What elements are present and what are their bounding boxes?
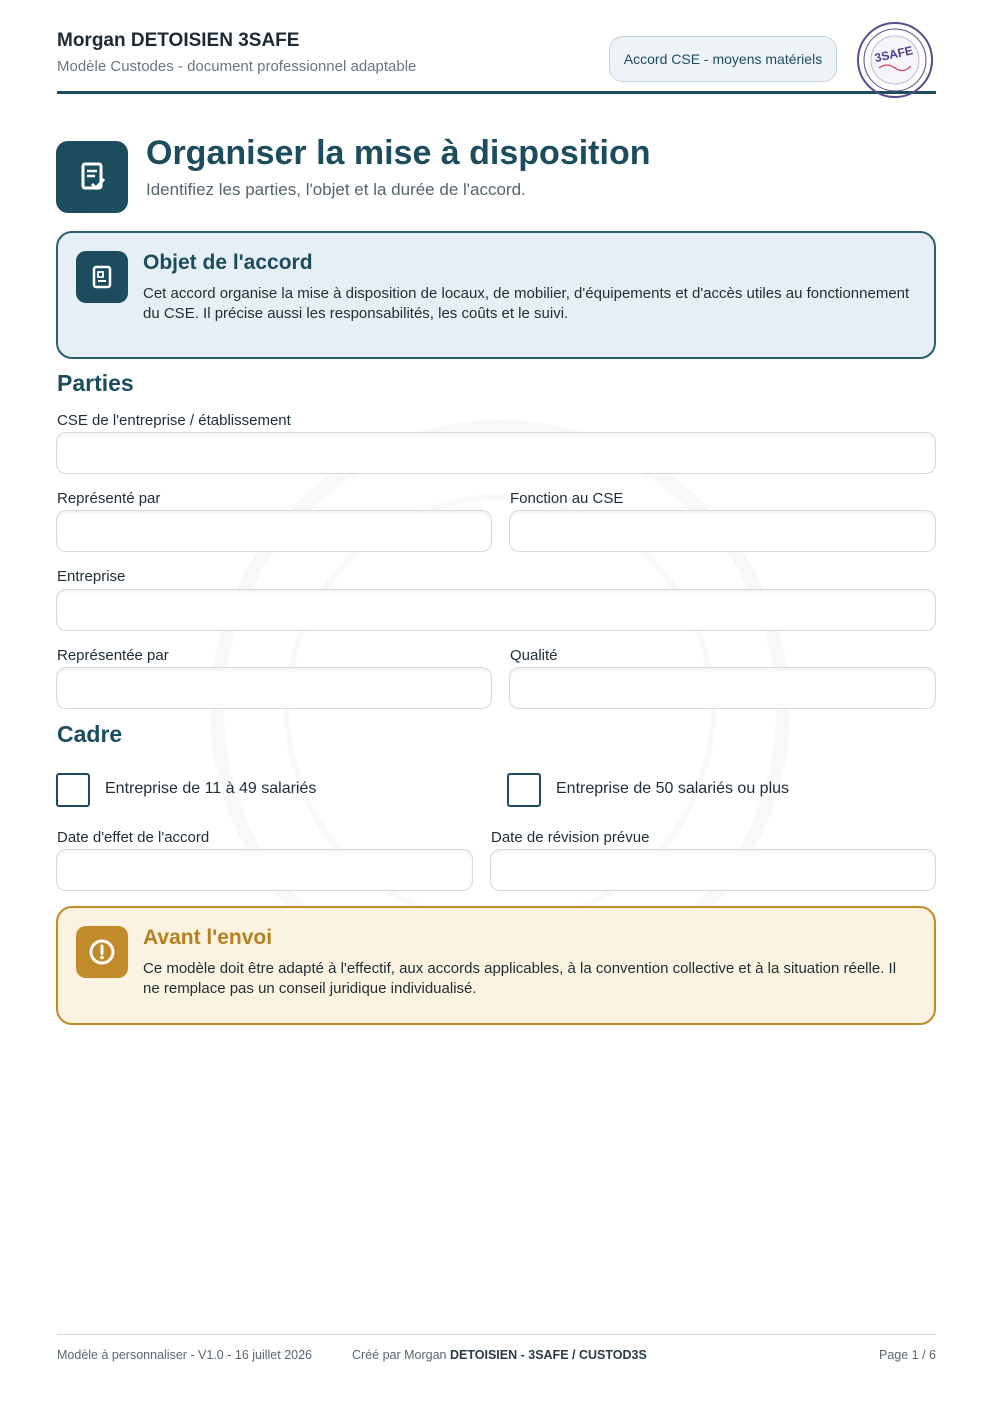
represented-by-input[interactable] <box>56 510 492 552</box>
company-seal-logo <box>853 20 937 100</box>
info-card-objet <box>56 231 936 359</box>
represented-by-label: Représenté par <box>57 490 161 507</box>
page-subtitle: Identifiez les parties, l'objet et la durée de l'accord. <box>146 180 526 199</box>
checkbox-large-company[interactable] <box>507 773 541 807</box>
section-title-cadre: Cadre <box>57 721 123 747</box>
company-rep-input[interactable] <box>56 667 492 709</box>
checkbox-small-company-label: Entreprise de 11 à 49 salariés <box>105 780 317 797</box>
footer-version: Modèle à personnaliser - V1.0 - 16 juillet 2026 <box>57 1348 313 1362</box>
section-title-parties: Parties <box>57 370 134 396</box>
cse-function-label: Fonction au CSE <box>510 490 624 507</box>
document-icon <box>76 251 128 303</box>
company-label: Entreprise <box>57 568 126 585</box>
footer-author-name: DETOISIEN - 3SAFE / CUSTOD3S <box>449 1348 647 1362</box>
warning-card-title: Avant l'envoi <box>143 926 273 949</box>
document-check-icon <box>56 141 128 213</box>
footer-page-number: Page 1 / 6 <box>879 1348 936 1362</box>
seal-text: 3SAFE <box>873 43 915 65</box>
footer-author-prefix: Créé par Morgan <box>352 1348 447 1362</box>
quality-input[interactable] <box>509 667 936 709</box>
document-type-badge: Accord CSE - moyens matériels <box>609 36 837 82</box>
warning-card <box>56 906 936 1025</box>
checkbox-small-company[interactable] <box>56 773 90 807</box>
cse-function-input[interactable] <box>509 510 936 552</box>
company-rep-label: Représentée par <box>57 647 169 664</box>
quality-label: Qualité <box>510 647 558 664</box>
page-header <box>57 28 936 94</box>
checkbox-large-company-label: Entreprise de 50 salariés ou plus <box>556 780 790 797</box>
page-footer <box>57 1334 936 1374</box>
effective-date-label: Date d'effet de l'accord <box>57 829 210 846</box>
revision-date-label: Date de révision prévue <box>491 829 650 846</box>
brand-subtitle: Modèle Custodes - document professionnel adaptable <box>57 58 417 75</box>
cse-input[interactable] <box>56 432 936 474</box>
brand-name: Morgan DETOISIEN 3SAFE <box>57 30 300 51</box>
warning-card-body: Ce modèle doit être adapté à l'effectif, aux accords applicables, à la convention collective et à la situation réelle. Il ne remplace pas un conseil juridique individualisé. <box>143 960 897 997</box>
exclamation-circle-icon <box>76 926 128 978</box>
info-card-title: Objet de l'accord <box>143 251 313 274</box>
cse-label: CSE de l'entreprise / établissement <box>57 412 291 429</box>
info-card-body: Cet accord organise la mise à disposition de locaux, de mobilier, d'équipements et d'accès utiles au fonctionnement du CSE. Il précise aussi les responsabilités, les coûts et le suivi. <box>143 285 910 322</box>
company-input[interactable] <box>56 589 936 631</box>
revision-date-input[interactable] <box>490 849 936 891</box>
page-title: Organiser la mise à disposition <box>146 134 651 172</box>
footer-author <box>352 1348 647 1362</box>
effective-date-input[interactable] <box>56 849 473 891</box>
